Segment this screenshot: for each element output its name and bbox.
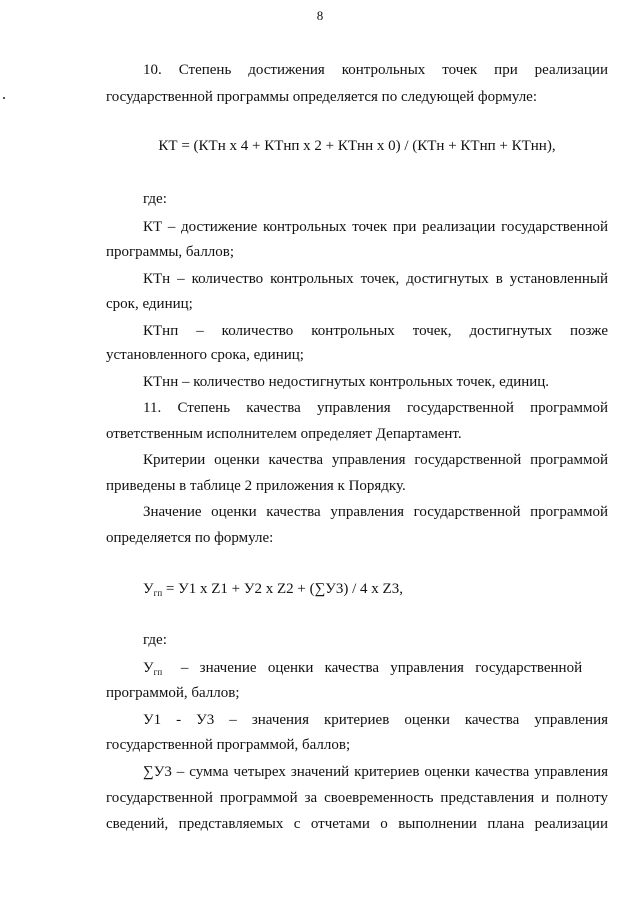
ugp-def-lhs: У bbox=[143, 660, 154, 676]
formula-ugp-lhs: У bbox=[143, 581, 154, 597]
where-label-1: где: bbox=[143, 191, 167, 207]
formula-ugp-sub: гп bbox=[153, 588, 163, 598]
page-number: 8 bbox=[316, 8, 324, 23]
ktn-def-line1: КТн – количество контрольных точек, достигнутых в установленный bbox=[143, 271, 608, 287]
ugp-def-sub: гп bbox=[153, 667, 163, 677]
sumu3-def-line3: сведений, представляемых с отчетами о выполнении плана реализации bbox=[106, 816, 608, 832]
u1u3-def-line2: государственной программой, баллов; bbox=[106, 737, 351, 753]
formula-kt: КТ = (КТн х 4 + КТнп х 2 + КТнн х 0) / (КТн + КТнп + КТнн), bbox=[158, 138, 556, 154]
value-line2: определяется по формуле: bbox=[106, 530, 274, 546]
margin-mark bbox=[3, 97, 5, 99]
ugp-def-line2: программой, баллов; bbox=[106, 685, 240, 701]
criteria-line2: приведены в таблице 2 приложения к Порядку. bbox=[106, 478, 406, 494]
formula-ugp-rhs: = У1 х Z1 + У2 х Z2 + (∑У3) / 4 х Z3, bbox=[162, 581, 403, 597]
ktnp-def-line1: КТнп – количество контрольных точек, достигнутых позже bbox=[143, 323, 608, 339]
sumu3-def-line2: государственной программой за своевременность представления и полноту bbox=[106, 790, 608, 806]
p11-line2: ответственным исполнителем определяет Департамент. bbox=[106, 426, 462, 442]
ugp-def-rest: – значение оценки качества управления государственной bbox=[162, 660, 583, 676]
formula-ugp bbox=[143, 580, 608, 602]
value-line1: Значение оценки качества управления государственной программой bbox=[143, 504, 608, 520]
p10-line1: 10. Степень достижения контрольных точек при реализации bbox=[143, 62, 608, 78]
ugp-def-line1 bbox=[143, 659, 608, 681]
p10-line2: государственной программы определяется по следующей формуле: bbox=[106, 89, 538, 105]
ktn-def-line2: срок, единиц; bbox=[106, 296, 193, 312]
u1u3-def-line1: У1 - У3 – значения критериев оценки качества управления bbox=[143, 712, 608, 728]
kt-def-line1: КТ – достижение контрольных точек при реализации государственной bbox=[143, 219, 608, 235]
ktnn-def: КТнн – количество недостигнутых контрольных точек, единиц. bbox=[143, 374, 550, 390]
p11-line1: 11. Степень качества управления государственной программой bbox=[143, 400, 608, 416]
ktnp-def-line2: установленного срока, единиц; bbox=[106, 347, 304, 363]
where-label-2: где: bbox=[143, 632, 167, 648]
kt-def-line2: программы, баллов; bbox=[106, 244, 235, 260]
sumu3-def-line1: ∑У3 – сумма четырех значений критериев оценки качества управления bbox=[143, 764, 608, 780]
criteria-line1: Критерии оценки качества управления государственной программой bbox=[143, 452, 608, 468]
